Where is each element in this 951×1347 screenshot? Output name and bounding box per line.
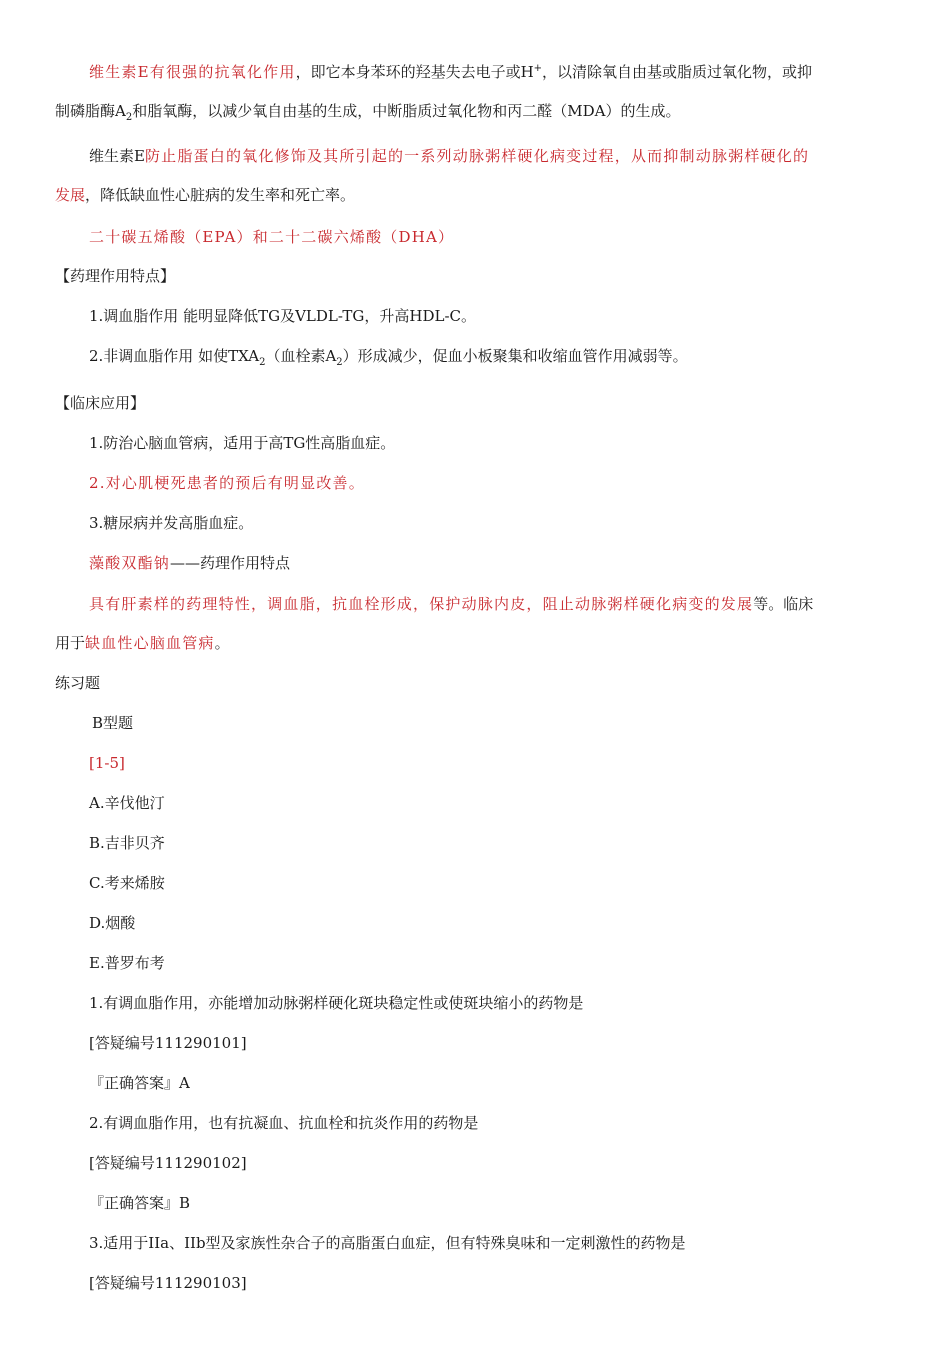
subscript: 2	[259, 357, 266, 368]
algae-desc-line1	[89, 594, 813, 614]
body-text: ）形成减少，促血小板聚集和收缩血管作用减弱等。	[342, 347, 688, 365]
question-range: [1-5]	[89, 754, 125, 772]
body-text: 用于	[55, 634, 86, 652]
clinical-item-2: 2.对心肌梗死患者的预后有明显改善。	[89, 474, 365, 492]
body-text: ，以清除氧自由基或脂质过氧化物，或抑	[542, 63, 813, 81]
body-text: （血栓素A	[265, 347, 337, 365]
exercise-heading: 练习题	[55, 674, 101, 692]
question-3: 3.适用于IIa、IIb型及家族性杂合子的高脂蛋白血症，但有特殊臭味和一定刺激性的药物是	[89, 1234, 686, 1252]
clinical-item-1: 1.防治心脑血管病，适用于高TG性高脂血症。	[89, 434, 396, 452]
question-1-id: [答疑编号111290101]	[89, 1034, 247, 1052]
clinical-section-heading: 【临床应用】	[55, 394, 146, 412]
question-2-answer: 『正确答案』B	[89, 1194, 191, 1212]
pharm-section-heading: 【药理作用特点】	[55, 267, 176, 285]
option-b: B.吉非贝齐	[89, 834, 165, 852]
algae-heading	[89, 553, 290, 573]
vitamin-e-paragraph-line1	[89, 62, 812, 82]
highlight-text: 维生素E有很强的抗氧化作用	[89, 63, 296, 81]
body-text: 制磷脂酶A	[55, 102, 126, 120]
subscript: 2	[125, 112, 133, 123]
body-text: 维生素E	[89, 147, 145, 165]
body-text: 2.非调血脂作用 如使TXA	[89, 347, 260, 365]
algae-desc-line2	[55, 633, 230, 653]
body-text: ——药理作用特点	[170, 554, 291, 572]
question-type: B型题	[92, 714, 134, 732]
clinical-item-3: 3.糖尿病并发高脂血症。	[89, 514, 254, 532]
option-d: D.烟酸	[89, 914, 136, 932]
superscript: +	[533, 63, 543, 74]
option-e: E.普罗布考	[89, 954, 165, 972]
question-1-answer: 『正确答案』A	[89, 1074, 190, 1092]
question-2-id: [答疑编号111290102]	[89, 1154, 247, 1172]
highlight-text: 防止脂蛋白的氧化修饰及其所引起的一系列动脉粥样硬化病变过程，从而抑制动脉粥样硬化的	[144, 147, 810, 165]
question-2: 2.有调血脂作用，也有抗凝血、抗血栓和抗炎作用的药物是	[89, 1114, 479, 1132]
option-c: C.考来烯胺	[89, 874, 165, 892]
pharm-item-2	[89, 346, 688, 366]
pharm-item-1: 1.调血脂作用 能明显降低TG及VLDL-TG，升高HDL-C。	[89, 307, 476, 325]
body-text: 。	[214, 634, 230, 652]
body-text: ，即它本身苯环的羟基失去电子或H	[295, 63, 534, 81]
highlight-text: 缺血性心脑血管病	[85, 634, 215, 652]
vitamin-e-effect-line1	[89, 146, 809, 166]
epa-dha-heading: 二十碳五烯酸（EPA）和二十二碳六烯酸（DHA）	[89, 228, 455, 246]
question-3-id: [答疑编号111290103]	[89, 1274, 247, 1292]
body-text: ，降低缺血性心脏病的发生率和死亡率。	[85, 186, 356, 204]
vitamin-e-effect-line2	[55, 185, 355, 205]
option-a: A.辛伐他汀	[89, 794, 165, 812]
highlight-text: 具有肝素样的药理特性，调血脂，抗血栓形成，保护动脉内皮，阻止动脉粥样硬化病变的发展	[89, 595, 754, 613]
highlight-text: 藻酸双酯钠	[89, 554, 171, 572]
highlight-text: 发展	[55, 186, 86, 204]
vitamin-e-paragraph-line2	[55, 101, 680, 121]
body-text: 等。临床	[753, 595, 814, 613]
body-text: 和脂氧酶，以减少氧自由基的生成，中断脂质过氧化物和丙二醛（MDA）的生成。	[132, 102, 681, 120]
question-1: 1.有调血脂作用，亦能增加动脉粥样硬化斑块稳定性或使斑块缩小的药物是	[89, 994, 584, 1012]
subscript: 2	[336, 357, 343, 368]
